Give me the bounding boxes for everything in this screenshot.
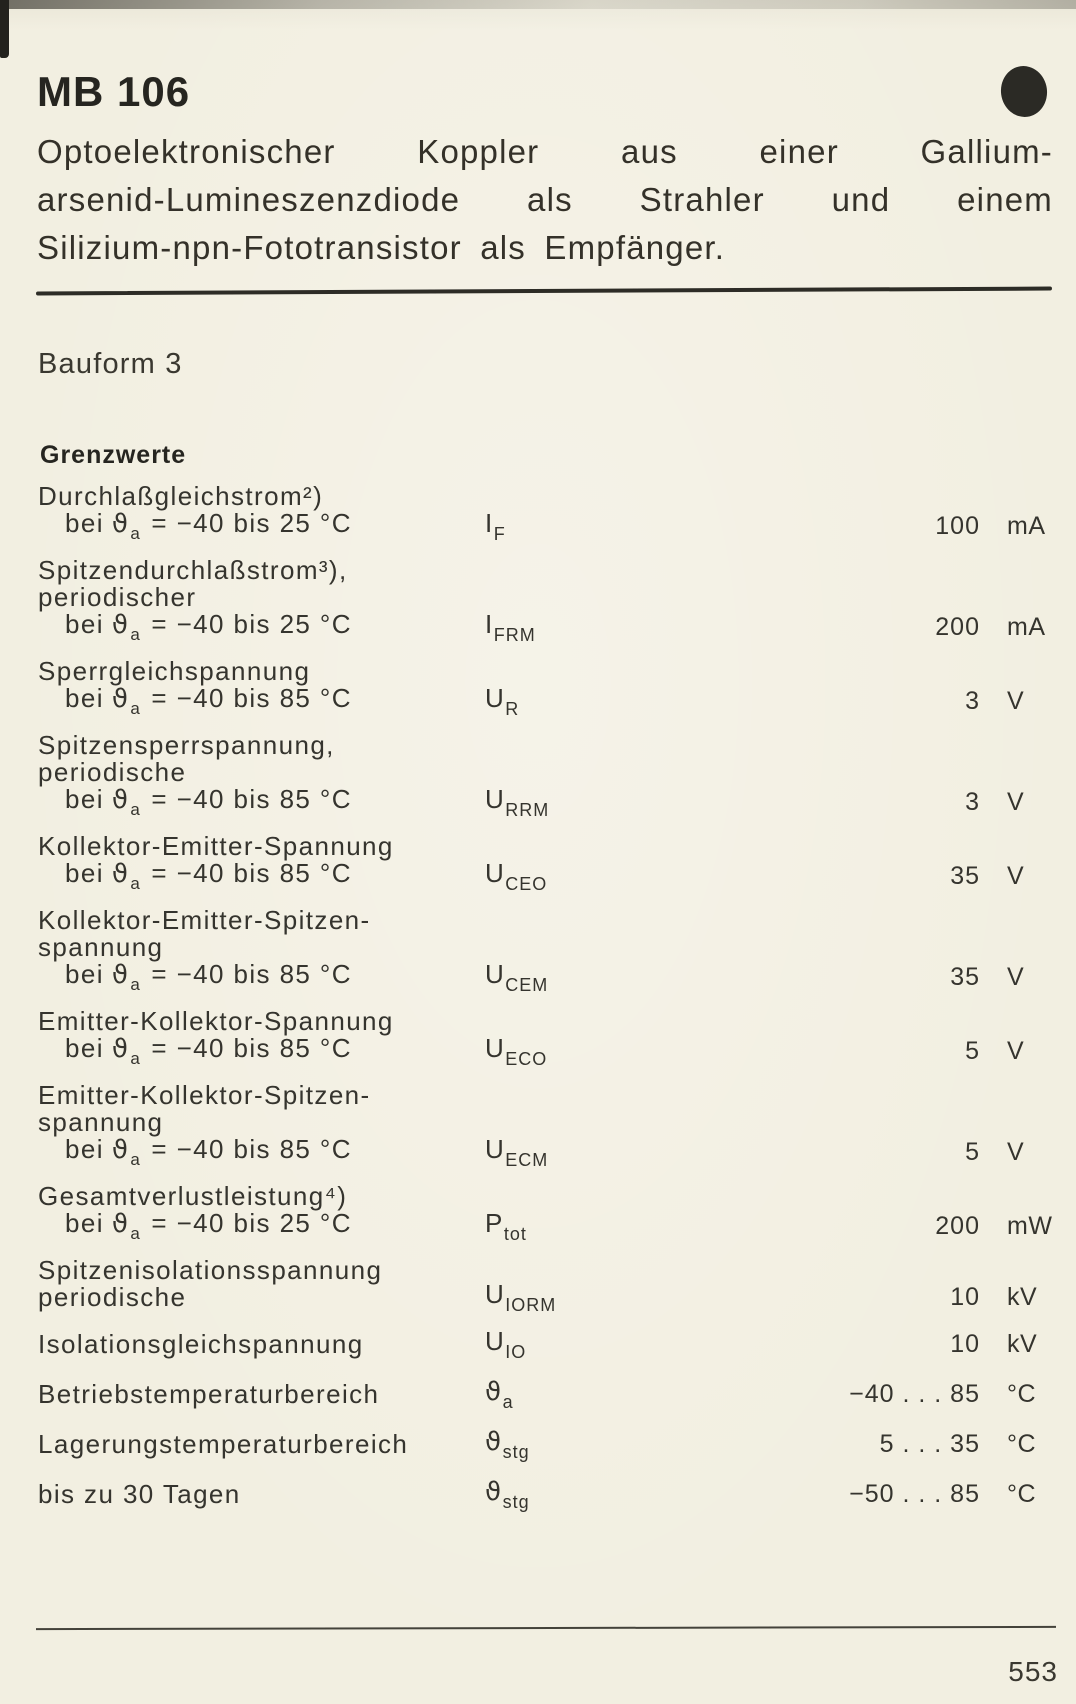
symbol-main: U bbox=[485, 1279, 505, 1309]
theta-symbol: ϑ bbox=[111, 684, 130, 714]
table-row bbox=[38, 1477, 1058, 1512]
symbol-subscript: CEO bbox=[505, 874, 548, 894]
row-unit: V bbox=[1007, 1037, 1025, 1065]
row-value: 100 bbox=[935, 512, 980, 540]
row-unit: °C bbox=[1007, 1480, 1037, 1508]
bauform-label: Bauform 3 bbox=[38, 348, 183, 380]
table-row bbox=[38, 730, 1058, 820]
row-symbol bbox=[485, 784, 775, 820]
corner-dot-marker-icon bbox=[998, 63, 1051, 120]
description-line: Silizium-npn-Fototransistor als Empfänger. bbox=[37, 229, 726, 266]
condition-range: = −40 bis 85 °C bbox=[151, 858, 352, 888]
row-symbol bbox=[485, 1477, 775, 1512]
row-value: 3 bbox=[965, 687, 980, 715]
row-condition bbox=[38, 1033, 485, 1068]
symbol-subscript: tot bbox=[503, 1224, 527, 1244]
row-parameter bbox=[38, 1481, 485, 1508]
theta-subscript: a bbox=[130, 1150, 141, 1169]
row-parameter bbox=[38, 1181, 485, 1243]
theta-symbol: ϑ bbox=[111, 610, 130, 640]
row-unit: mA bbox=[1007, 613, 1046, 641]
row-parameter bbox=[38, 1331, 485, 1358]
row-unit: kV bbox=[1007, 1283, 1038, 1311]
row-parameter bbox=[38, 1006, 485, 1068]
theta-subscript: a bbox=[130, 524, 141, 543]
symbol-main: U bbox=[485, 1033, 505, 1063]
row-condition bbox=[38, 508, 485, 543]
condition-prefix: bei bbox=[65, 858, 104, 888]
row-condition bbox=[38, 609, 485, 644]
condition-range: = −40 bis 85 °C bbox=[151, 1033, 352, 1063]
symbol-main: U bbox=[485, 959, 505, 989]
row-symbol bbox=[485, 1208, 775, 1244]
table-row bbox=[38, 1377, 1058, 1412]
row-symbol bbox=[485, 508, 775, 544]
table-row bbox=[38, 831, 1058, 894]
symbol-main: I bbox=[485, 508, 493, 538]
condition-range: = −40 bis 85 °C bbox=[151, 1134, 352, 1164]
theta-symbol: ϑ bbox=[111, 960, 130, 990]
theta-subscript: a bbox=[130, 1224, 141, 1243]
parameter-line: Spitzendurchlaßstrom³), bbox=[38, 555, 348, 585]
parameter-line: bis zu 30 Tagen bbox=[38, 1479, 241, 1509]
symbol-subscript: a bbox=[502, 1392, 514, 1412]
symbol-main: ϑ bbox=[485, 1477, 502, 1507]
symbol-subscript: stg bbox=[502, 1492, 530, 1512]
parameter-line: Isolationsgleichspannung bbox=[38, 1329, 364, 1359]
parameter-line: Durchlaßgleichstrom²) bbox=[38, 481, 324, 511]
condition-prefix: bei bbox=[65, 609, 104, 639]
table-row bbox=[38, 1080, 1058, 1170]
row-symbol bbox=[485, 683, 775, 719]
page-title: MB 106 bbox=[37, 68, 191, 115]
table-row bbox=[38, 555, 1058, 645]
symbol-subscript: R bbox=[505, 699, 520, 719]
symbol-main: U bbox=[485, 784, 505, 814]
device-description bbox=[37, 128, 1053, 272]
row-parameter bbox=[38, 555, 485, 644]
row-value: 200 bbox=[935, 613, 980, 641]
limits-heading: Grenzwerte bbox=[40, 441, 187, 469]
row-value: 5 . . . 35 bbox=[879, 1430, 980, 1458]
symbol-main: ϑ bbox=[485, 1377, 502, 1407]
table-row bbox=[38, 905, 1058, 995]
row-symbol bbox=[485, 1033, 775, 1069]
parameter-line: periodischer bbox=[38, 582, 197, 612]
symbol-main: U bbox=[485, 858, 505, 888]
row-value: 10 bbox=[950, 1330, 980, 1358]
parameter-line: Kollektor-Emitter-Spannung bbox=[38, 831, 394, 861]
parameter-line: Sperrgleichspannung bbox=[38, 656, 311, 686]
parameter-line: Betriebstemperaturbereich bbox=[38, 1379, 380, 1409]
condition-prefix: bei bbox=[65, 508, 104, 538]
row-symbol bbox=[485, 959, 775, 995]
row-value: 10 bbox=[950, 1283, 980, 1311]
row-value: 200 bbox=[935, 1212, 980, 1240]
row-value: 5 bbox=[965, 1138, 980, 1166]
parameter-line: Spitzenisolationsspannung bbox=[38, 1255, 383, 1285]
row-parameter bbox=[38, 831, 485, 893]
limits-table bbox=[38, 481, 1058, 1512]
scan-edge-shadow bbox=[0, 0, 1076, 9]
row-condition bbox=[38, 858, 485, 893]
row-parameter bbox=[38, 1381, 485, 1408]
row-unit: V bbox=[1007, 963, 1025, 991]
table-row bbox=[38, 1255, 1058, 1315]
theta-symbol: ϑ bbox=[111, 1135, 130, 1165]
row-unit: V bbox=[1007, 862, 1025, 890]
row-unit: V bbox=[1007, 1138, 1025, 1166]
symbol-main: U bbox=[485, 683, 505, 713]
symbol-main: P bbox=[485, 1208, 503, 1238]
theta-subscript: a bbox=[130, 699, 141, 718]
parameter-line: spannung bbox=[38, 1107, 164, 1137]
header-divider bbox=[36, 287, 1052, 296]
row-symbol bbox=[485, 1134, 775, 1170]
row-condition bbox=[38, 1134, 485, 1169]
symbol-subscript: IORM bbox=[505, 1295, 557, 1315]
table-row bbox=[38, 1006, 1058, 1069]
theta-symbol: ϑ bbox=[111, 509, 130, 539]
row-parameter bbox=[38, 481, 485, 543]
row-condition bbox=[38, 1208, 485, 1243]
row-value: 35 bbox=[950, 963, 980, 991]
theta-subscript: a bbox=[130, 625, 141, 644]
row-condition bbox=[38, 683, 485, 718]
symbol-subscript: IO bbox=[505, 1342, 527, 1362]
condition-range: = −40 bis 85 °C bbox=[151, 959, 352, 989]
symbol-subscript: F bbox=[493, 524, 506, 544]
description-line: arsenid-Lumineszenzdiode als Strahler und einem bbox=[37, 181, 1053, 218]
symbol-main: ϑ bbox=[485, 1427, 502, 1457]
table-row bbox=[38, 656, 1058, 719]
theta-subscript: a bbox=[130, 874, 141, 893]
theta-subscript: a bbox=[130, 800, 141, 819]
row-unit: V bbox=[1007, 687, 1025, 715]
theta-symbol: ϑ bbox=[111, 785, 130, 815]
parameter-line: Emitter-Kollektor-Spitzen- bbox=[38, 1080, 371, 1110]
symbol-subscript: FRM bbox=[493, 625, 536, 645]
row-symbol bbox=[485, 1377, 775, 1412]
row-parameter bbox=[38, 656, 485, 718]
row-value: 3 bbox=[965, 788, 980, 816]
page-number: 553 bbox=[1008, 1656, 1058, 1687]
row-value: 35 bbox=[950, 862, 980, 890]
condition-prefix: bei bbox=[65, 959, 104, 989]
row-value: −40 . . . 85 bbox=[849, 1380, 980, 1408]
symbol-subscript: RRM bbox=[505, 800, 550, 820]
parameter-line: Emitter-Kollektor-Spannung bbox=[38, 1006, 394, 1036]
parameter-line: Gesamtverlustleistung⁴) bbox=[38, 1181, 348, 1211]
row-unit: V bbox=[1007, 788, 1025, 816]
row-parameter bbox=[38, 1431, 485, 1458]
description-line: Optoelektronischer Koppler aus einer Gallium- bbox=[37, 133, 1053, 170]
condition-range: = −40 bis 25 °C bbox=[151, 508, 352, 538]
symbol-main: U bbox=[485, 1134, 505, 1164]
parameter-line: periodische bbox=[38, 1282, 187, 1312]
row-condition bbox=[38, 959, 485, 994]
theta-symbol: ϑ bbox=[111, 859, 130, 889]
table-row bbox=[38, 1181, 1058, 1244]
row-symbol bbox=[485, 609, 775, 645]
parameter-line: periodische bbox=[38, 757, 187, 787]
row-unit: °C bbox=[1007, 1430, 1037, 1458]
theta-subscript: a bbox=[130, 975, 141, 994]
symbol-subscript: ECM bbox=[505, 1150, 549, 1170]
symbol-main: I bbox=[485, 609, 493, 639]
condition-prefix: bei bbox=[65, 1033, 104, 1063]
condition-prefix: bei bbox=[65, 1134, 104, 1164]
condition-range: = −40 bis 25 °C bbox=[151, 1208, 352, 1238]
table-row bbox=[38, 481, 1058, 544]
row-parameter bbox=[38, 1080, 485, 1169]
parameter-line: Spitzensperrspannung, bbox=[38, 730, 335, 760]
row-unit: mA bbox=[1007, 512, 1046, 540]
parameter-line: spannung bbox=[38, 932, 164, 962]
row-symbol bbox=[485, 1427, 775, 1462]
symbol-main: U bbox=[485, 1326, 505, 1356]
footer-divider bbox=[36, 1626, 1056, 1630]
row-value: −50 . . . 85 bbox=[849, 1480, 980, 1508]
condition-range: = −40 bis 85 °C bbox=[151, 683, 352, 713]
parameter-line: Lagerungstemperaturbereich bbox=[38, 1429, 409, 1459]
scan-corner-mark bbox=[0, 0, 9, 58]
condition-prefix: bei bbox=[65, 683, 104, 713]
theta-subscript: a bbox=[130, 1049, 141, 1068]
theta-symbol: ϑ bbox=[111, 1034, 130, 1064]
row-parameter bbox=[38, 730, 485, 819]
theta-symbol: ϑ bbox=[111, 1209, 130, 1239]
table-row bbox=[38, 1427, 1058, 1462]
row-symbol bbox=[485, 1279, 775, 1315]
row-parameter bbox=[38, 1257, 485, 1311]
row-unit: °C bbox=[1007, 1380, 1037, 1408]
condition-prefix: bei bbox=[65, 784, 104, 814]
row-value: 5 bbox=[965, 1037, 980, 1065]
symbol-subscript: stg bbox=[502, 1442, 530, 1462]
row-condition bbox=[38, 784, 485, 819]
row-unit: mW bbox=[1007, 1212, 1053, 1240]
table-row bbox=[38, 1326, 1058, 1362]
row-symbol bbox=[485, 858, 775, 894]
condition-prefix: bei bbox=[65, 1208, 104, 1238]
symbol-subscript: CEM bbox=[505, 975, 549, 995]
row-parameter bbox=[38, 905, 485, 994]
row-symbol bbox=[485, 1326, 775, 1362]
symbol-subscript: ECO bbox=[505, 1049, 548, 1069]
parameter-line: Kollektor-Emitter-Spitzen- bbox=[38, 905, 371, 935]
condition-range: = −40 bis 85 °C bbox=[151, 784, 352, 814]
row-unit: kV bbox=[1007, 1330, 1038, 1358]
condition-range: = −40 bis 25 °C bbox=[151, 609, 352, 639]
